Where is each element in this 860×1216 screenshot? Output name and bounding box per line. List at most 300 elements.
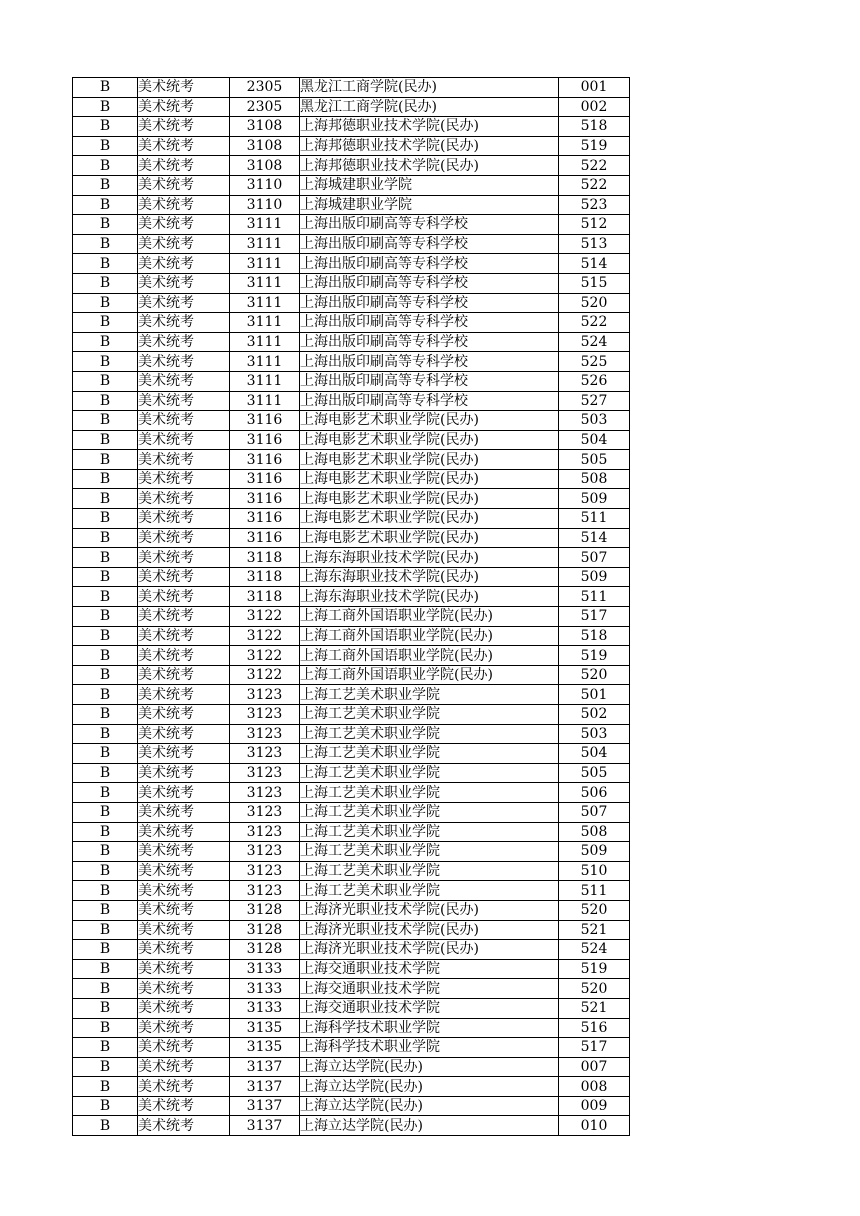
school-name-cell: 上海交通职业技术学院	[300, 959, 559, 979]
batch-cell: B	[73, 273, 138, 293]
category-cell: 美术统考	[138, 998, 230, 1018]
table-row	[73, 861, 630, 881]
school-code-cell: 3108	[230, 117, 300, 137]
category-cell: 美术统考	[138, 509, 230, 529]
major-code-cell: 519	[559, 959, 630, 979]
school-code-cell: 3135	[230, 1018, 300, 1038]
table-row	[73, 979, 630, 999]
table-row	[73, 920, 630, 940]
table-row	[73, 215, 630, 235]
batch-cell: B	[73, 802, 138, 822]
table-row	[73, 881, 630, 901]
school-name-cell: 上海出版印刷高等专科学校	[300, 352, 559, 372]
batch-cell: B	[73, 136, 138, 156]
school-name-cell: 上海邦德职业技术学院(民办)	[300, 136, 559, 156]
category-cell: 美术统考	[138, 411, 230, 431]
table-row	[73, 783, 630, 803]
school-code-cell: 3111	[230, 293, 300, 313]
table-row	[73, 1057, 630, 1077]
school-code-cell: 3122	[230, 607, 300, 627]
batch-cell: B	[73, 567, 138, 587]
school-name-cell: 上海工商外国语职业学院(民办)	[300, 646, 559, 666]
school-code-cell: 3116	[230, 489, 300, 509]
school-code-cell: 3133	[230, 998, 300, 1018]
major-code-cell: 522	[559, 175, 630, 195]
school-code-cell: 3135	[230, 1038, 300, 1058]
major-code-cell: 509	[559, 489, 630, 509]
school-name-cell: 上海电影艺术职业学院(民办)	[300, 450, 559, 470]
category-cell: 美术统考	[138, 881, 230, 901]
major-code-cell: 520	[559, 293, 630, 313]
category-cell: 美术统考	[138, 156, 230, 176]
batch-cell: B	[73, 626, 138, 646]
batch-cell: B	[73, 195, 138, 215]
category-cell: 美术统考	[138, 175, 230, 195]
school-code-cell: 3111	[230, 313, 300, 333]
batch-cell: B	[73, 783, 138, 803]
school-name-cell: 黑龙江工商学院(民办)	[300, 78, 559, 98]
school-code-cell: 2305	[230, 78, 300, 98]
school-name-cell: 上海出版印刷高等专科学校	[300, 293, 559, 313]
batch-cell: B	[73, 97, 138, 117]
category-cell: 美术统考	[138, 763, 230, 783]
school-name-cell: 上海科学技术职业学院	[300, 1018, 559, 1038]
major-code-cell: 521	[559, 998, 630, 1018]
category-cell: 美术统考	[138, 391, 230, 411]
major-code-cell: 526	[559, 371, 630, 391]
school-code-cell: 3116	[230, 509, 300, 529]
batch-cell: B	[73, 665, 138, 685]
school-code-cell: 3116	[230, 469, 300, 489]
school-code-cell: 3128	[230, 920, 300, 940]
batch-cell: B	[73, 685, 138, 705]
major-code-cell: 522	[559, 313, 630, 333]
major-code-cell: 509	[559, 567, 630, 587]
major-code-cell: 516	[559, 1018, 630, 1038]
school-code-cell: 3111	[230, 215, 300, 235]
category-cell: 美术统考	[138, 528, 230, 548]
batch-cell: B	[73, 352, 138, 372]
table-row	[73, 1038, 630, 1058]
school-name-cell: 上海电影艺术职业学院(民办)	[300, 469, 559, 489]
table-row	[73, 450, 630, 470]
school-name-cell: 上海电影艺术职业学院(民办)	[300, 411, 559, 431]
category-cell: 美术统考	[138, 430, 230, 450]
table-row	[73, 78, 630, 98]
school-code-cell: 3123	[230, 842, 300, 862]
school-name-cell: 上海工商外国语职业学院(民办)	[300, 607, 559, 627]
table-row	[73, 940, 630, 960]
batch-cell: B	[73, 411, 138, 431]
batch-cell: B	[73, 822, 138, 842]
school-name-cell: 上海东海职业技术学院(民办)	[300, 567, 559, 587]
major-code-cell: 008	[559, 1077, 630, 1097]
school-name-cell: 上海城建职业学院	[300, 195, 559, 215]
category-cell: 美术统考	[138, 920, 230, 940]
school-code-cell: 3123	[230, 724, 300, 744]
batch-cell: B	[73, 1116, 138, 1136]
major-code-cell: 007	[559, 1057, 630, 1077]
batch-cell: B	[73, 548, 138, 568]
table-row	[73, 156, 630, 176]
table-row	[73, 998, 630, 1018]
school-name-cell: 上海电影艺术职业学院(民办)	[300, 509, 559, 529]
category-cell: 美术统考	[138, 646, 230, 666]
category-cell: 美术统考	[138, 861, 230, 881]
category-cell: 美术统考	[138, 332, 230, 352]
batch-cell: B	[73, 332, 138, 352]
category-cell: 美术统考	[138, 117, 230, 137]
category-cell: 美术统考	[138, 548, 230, 568]
major-code-cell: 515	[559, 273, 630, 293]
table-row	[73, 1096, 630, 1116]
school-name-cell: 上海东海职业技术学院(民办)	[300, 548, 559, 568]
category-cell: 美术统考	[138, 313, 230, 333]
category-cell: 美术统考	[138, 234, 230, 254]
category-cell: 美术统考	[138, 352, 230, 372]
school-code-cell: 3137	[230, 1116, 300, 1136]
school-code-cell: 3116	[230, 411, 300, 431]
table-row	[73, 802, 630, 822]
table-row	[73, 175, 630, 195]
school-code-cell: 3128	[230, 940, 300, 960]
table-row	[73, 469, 630, 489]
table-row	[73, 528, 630, 548]
table-row	[73, 234, 630, 254]
category-cell: 美术统考	[138, 587, 230, 607]
table-row	[73, 646, 630, 666]
batch-cell: B	[73, 234, 138, 254]
table-row	[73, 332, 630, 352]
table-row	[73, 724, 630, 744]
batch-cell: B	[73, 215, 138, 235]
admission-table	[72, 77, 630, 1136]
major-code-cell: 507	[559, 802, 630, 822]
major-code-cell: 511	[559, 881, 630, 901]
batch-cell: B	[73, 842, 138, 862]
school-name-cell: 上海工商外国语职业学院(民办)	[300, 665, 559, 685]
batch-cell: B	[73, 1057, 138, 1077]
school-code-cell: 3137	[230, 1077, 300, 1097]
school-code-cell: 3122	[230, 665, 300, 685]
school-name-cell: 上海出版印刷高等专科学校	[300, 391, 559, 411]
school-name-cell: 上海出版印刷高等专科学校	[300, 332, 559, 352]
table-row	[73, 842, 630, 862]
category-cell: 美术统考	[138, 705, 230, 725]
category-cell: 美术统考	[138, 744, 230, 764]
category-cell: 美术统考	[138, 959, 230, 979]
table-row	[73, 371, 630, 391]
batch-cell: B	[73, 881, 138, 901]
major-code-cell: 508	[559, 469, 630, 489]
table-row	[73, 685, 630, 705]
category-cell: 美术统考	[138, 215, 230, 235]
major-code-cell: 002	[559, 97, 630, 117]
table-row	[73, 254, 630, 274]
batch-cell: B	[73, 78, 138, 98]
school-name-cell: 上海济光职业技术学院(民办)	[300, 900, 559, 920]
major-code-cell: 514	[559, 254, 630, 274]
batch-cell: B	[73, 998, 138, 1018]
batch-cell: B	[73, 469, 138, 489]
school-name-cell: 上海出版印刷高等专科学校	[300, 254, 559, 274]
batch-cell: B	[73, 1096, 138, 1116]
school-name-cell: 上海济光职业技术学院(民办)	[300, 920, 559, 940]
category-cell: 美术统考	[138, 724, 230, 744]
major-code-cell: 517	[559, 1038, 630, 1058]
table-row	[73, 822, 630, 842]
school-code-cell: 3123	[230, 763, 300, 783]
category-cell: 美术统考	[138, 1018, 230, 1038]
category-cell: 美术统考	[138, 489, 230, 509]
table-row	[73, 313, 630, 333]
category-cell: 美术统考	[138, 685, 230, 705]
table-row	[73, 273, 630, 293]
school-name-cell: 上海电影艺术职业学院(民办)	[300, 528, 559, 548]
batch-cell: B	[73, 1077, 138, 1097]
school-code-cell: 3118	[230, 548, 300, 568]
school-name-cell: 上海工艺美术职业学院	[300, 822, 559, 842]
school-code-cell: 3116	[230, 450, 300, 470]
major-code-cell: 509	[559, 842, 630, 862]
school-name-cell: 上海城建职业学院	[300, 175, 559, 195]
school-code-cell: 3123	[230, 744, 300, 764]
major-code-cell: 527	[559, 391, 630, 411]
major-code-cell: 513	[559, 234, 630, 254]
major-code-cell: 507	[559, 548, 630, 568]
school-name-cell: 上海立达学院(民办)	[300, 1077, 559, 1097]
major-code-cell: 519	[559, 136, 630, 156]
school-code-cell: 3123	[230, 881, 300, 901]
table-row	[73, 509, 630, 529]
major-code-cell: 519	[559, 646, 630, 666]
school-name-cell: 上海科学技术职业学院	[300, 1038, 559, 1058]
batch-cell: B	[73, 489, 138, 509]
major-code-cell: 502	[559, 705, 630, 725]
category-cell: 美术统考	[138, 136, 230, 156]
school-code-cell: 3111	[230, 352, 300, 372]
batch-cell: B	[73, 705, 138, 725]
school-name-cell: 上海邦德职业技术学院(民办)	[300, 156, 559, 176]
category-cell: 美术统考	[138, 195, 230, 215]
school-name-cell: 上海工商外国语职业学院(民办)	[300, 626, 559, 646]
batch-cell: B	[73, 156, 138, 176]
major-code-cell: 505	[559, 450, 630, 470]
major-code-cell: 503	[559, 724, 630, 744]
category-cell: 美术统考	[138, 293, 230, 313]
major-code-cell: 009	[559, 1096, 630, 1116]
school-code-cell: 3133	[230, 959, 300, 979]
batch-cell: B	[73, 587, 138, 607]
category-cell: 美术统考	[138, 1038, 230, 1058]
major-code-cell: 522	[559, 156, 630, 176]
school-code-cell: 3111	[230, 332, 300, 352]
school-name-cell: 上海立达学院(民办)	[300, 1116, 559, 1136]
school-code-cell: 3123	[230, 705, 300, 725]
table-row	[73, 763, 630, 783]
table-row	[73, 1077, 630, 1097]
school-code-cell: 3137	[230, 1096, 300, 1116]
batch-cell: B	[73, 607, 138, 627]
category-cell: 美术统考	[138, 900, 230, 920]
major-code-cell: 504	[559, 744, 630, 764]
school-code-cell: 3110	[230, 175, 300, 195]
batch-cell: B	[73, 430, 138, 450]
table-row	[73, 97, 630, 117]
school-code-cell: 3122	[230, 646, 300, 666]
school-name-cell: 上海东海职业技术学院(民办)	[300, 587, 559, 607]
major-code-cell: 505	[559, 763, 630, 783]
school-code-cell: 3111	[230, 254, 300, 274]
major-code-cell: 501	[559, 685, 630, 705]
school-name-cell: 上海立达学院(民办)	[300, 1057, 559, 1077]
batch-cell: B	[73, 293, 138, 313]
major-code-cell: 520	[559, 900, 630, 920]
school-code-cell: 3123	[230, 822, 300, 842]
school-name-cell: 上海交通职业技术学院	[300, 998, 559, 1018]
table-row	[73, 489, 630, 509]
table-row	[73, 391, 630, 411]
category-cell: 美术统考	[138, 802, 230, 822]
category-cell: 美术统考	[138, 567, 230, 587]
school-code-cell: 3118	[230, 587, 300, 607]
batch-cell: B	[73, 175, 138, 195]
school-code-cell: 3111	[230, 234, 300, 254]
table-row	[73, 587, 630, 607]
category-cell: 美术统考	[138, 1077, 230, 1097]
category-cell: 美术统考	[138, 469, 230, 489]
category-cell: 美术统考	[138, 822, 230, 842]
school-name-cell: 上海立达学院(民办)	[300, 1096, 559, 1116]
major-code-cell: 524	[559, 940, 630, 960]
school-code-cell: 3123	[230, 802, 300, 822]
major-code-cell: 010	[559, 1116, 630, 1136]
table-row	[73, 959, 630, 979]
school-name-cell: 上海工艺美术职业学院	[300, 763, 559, 783]
batch-cell: B	[73, 724, 138, 744]
batch-cell: B	[73, 959, 138, 979]
major-code-cell: 518	[559, 117, 630, 137]
batch-cell: B	[73, 371, 138, 391]
school-name-cell: 上海出版印刷高等专科学校	[300, 313, 559, 333]
batch-cell: B	[73, 391, 138, 411]
major-code-cell: 504	[559, 430, 630, 450]
school-name-cell: 上海工艺美术职业学院	[300, 705, 559, 725]
school-code-cell: 3123	[230, 685, 300, 705]
table-row	[73, 607, 630, 627]
batch-cell: B	[73, 313, 138, 333]
category-cell: 美术统考	[138, 626, 230, 646]
category-cell: 美术统考	[138, 940, 230, 960]
batch-cell: B	[73, 450, 138, 470]
major-code-cell: 503	[559, 411, 630, 431]
major-code-cell: 508	[559, 822, 630, 842]
batch-cell: B	[73, 117, 138, 137]
batch-cell: B	[73, 1018, 138, 1038]
table-row	[73, 293, 630, 313]
school-code-cell: 3108	[230, 156, 300, 176]
major-code-cell: 001	[559, 78, 630, 98]
category-cell: 美术统考	[138, 665, 230, 685]
school-name-cell: 黑龙江工商学院(民办)	[300, 97, 559, 117]
school-name-cell: 上海邦德职业技术学院(民办)	[300, 117, 559, 137]
school-code-cell: 3122	[230, 626, 300, 646]
batch-cell: B	[73, 979, 138, 999]
category-cell: 美术统考	[138, 273, 230, 293]
school-code-cell: 3110	[230, 195, 300, 215]
table-row	[73, 1018, 630, 1038]
school-code-cell: 3111	[230, 391, 300, 411]
table-row	[73, 548, 630, 568]
major-code-cell: 517	[559, 607, 630, 627]
school-name-cell: 上海出版印刷高等专科学校	[300, 234, 559, 254]
batch-cell: B	[73, 509, 138, 529]
table-row	[73, 195, 630, 215]
batch-cell: B	[73, 861, 138, 881]
school-name-cell: 上海电影艺术职业学院(民办)	[300, 430, 559, 450]
school-code-cell: 3108	[230, 136, 300, 156]
category-cell: 美术统考	[138, 371, 230, 391]
school-name-cell: 上海工艺美术职业学院	[300, 861, 559, 881]
major-code-cell: 524	[559, 332, 630, 352]
batch-cell: B	[73, 646, 138, 666]
school-code-cell: 3123	[230, 783, 300, 803]
major-code-cell: 506	[559, 783, 630, 803]
table-row	[73, 1116, 630, 1136]
school-code-cell: 3128	[230, 900, 300, 920]
school-name-cell: 上海工艺美术职业学院	[300, 842, 559, 862]
category-cell: 美术统考	[138, 607, 230, 627]
table-row	[73, 900, 630, 920]
major-code-cell: 512	[559, 215, 630, 235]
school-code-cell: 3111	[230, 371, 300, 391]
batch-cell: B	[73, 254, 138, 274]
major-code-cell: 511	[559, 587, 630, 607]
category-cell: 美术统考	[138, 1116, 230, 1136]
major-code-cell: 523	[559, 195, 630, 215]
school-name-cell: 上海出版印刷高等专科学校	[300, 273, 559, 293]
batch-cell: B	[73, 940, 138, 960]
school-name-cell: 上海工艺美术职业学院	[300, 881, 559, 901]
category-cell: 美术统考	[138, 979, 230, 999]
category-cell: 美术统考	[138, 783, 230, 803]
school-code-cell: 3133	[230, 979, 300, 999]
major-code-cell: 525	[559, 352, 630, 372]
category-cell: 美术统考	[138, 450, 230, 470]
school-name-cell: 上海工艺美术职业学院	[300, 724, 559, 744]
table-row	[73, 626, 630, 646]
school-name-cell: 上海出版印刷高等专科学校	[300, 371, 559, 391]
batch-cell: B	[73, 900, 138, 920]
school-code-cell: 3111	[230, 273, 300, 293]
school-name-cell: 上海工艺美术职业学院	[300, 685, 559, 705]
school-code-cell: 3137	[230, 1057, 300, 1077]
school-name-cell: 上海济光职业技术学院(民办)	[300, 940, 559, 960]
category-cell: 美术统考	[138, 78, 230, 98]
table-row	[73, 352, 630, 372]
table-row	[73, 136, 630, 156]
table-row	[73, 117, 630, 137]
school-name-cell: 上海出版印刷高等专科学校	[300, 215, 559, 235]
school-name-cell: 上海工艺美术职业学院	[300, 802, 559, 822]
table-row	[73, 430, 630, 450]
category-cell: 美术统考	[138, 1096, 230, 1116]
table-row	[73, 665, 630, 685]
table-row	[73, 567, 630, 587]
batch-cell: B	[73, 528, 138, 548]
school-code-cell: 3116	[230, 430, 300, 450]
category-cell: 美术统考	[138, 1057, 230, 1077]
